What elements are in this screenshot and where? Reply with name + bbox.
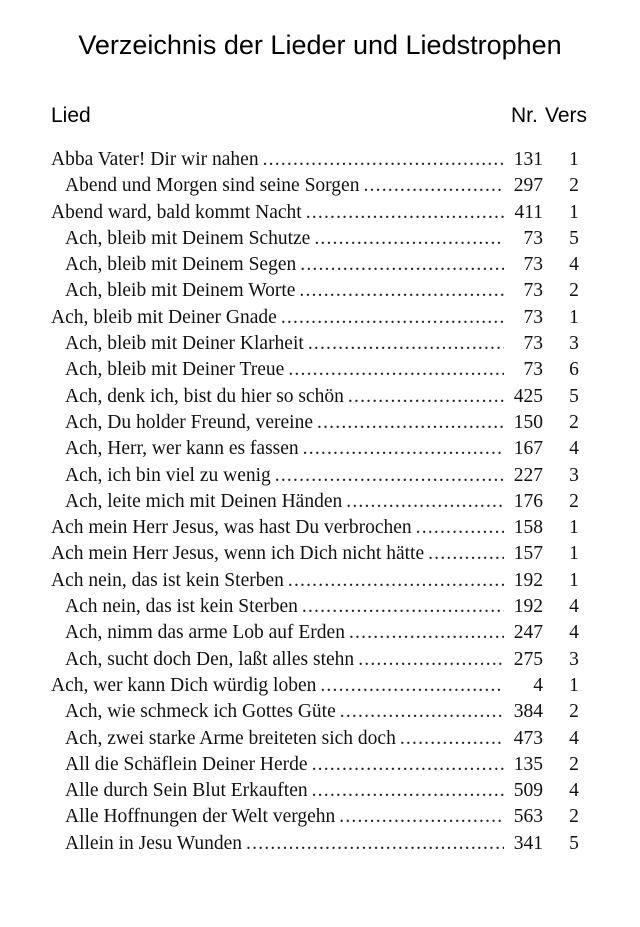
list-item <box>0 620 640 646</box>
verse-number: 3 <box>569 333 579 355</box>
list-item <box>0 831 640 857</box>
entry-title-with-leader <box>51 568 504 594</box>
verse-number: 2 <box>569 806 579 828</box>
song-number: 192 <box>513 596 543 618</box>
verse-number: 1 <box>569 569 579 591</box>
song-number: 73 <box>523 254 543 276</box>
list-item <box>0 410 640 436</box>
verse-number: 4 <box>569 438 579 460</box>
dot-leader <box>363 173 504 199</box>
verse-number: 3 <box>569 648 579 670</box>
list-item <box>0 200 640 226</box>
verse-number: 2 <box>569 701 579 723</box>
entry-title-with-leader <box>65 436 504 462</box>
list-item <box>0 357 640 383</box>
list-item <box>0 594 640 620</box>
song-title: Ach, sucht doch Den, laßt alles stehn <box>65 648 355 670</box>
dot-leader <box>416 515 504 541</box>
list-item <box>0 331 640 357</box>
song-number: 73 <box>523 280 543 302</box>
entry-title-with-leader <box>65 331 504 357</box>
song-title: Ach, bleib mit Deinem Schutze <box>65 227 311 249</box>
song-number: 4 <box>533 674 543 696</box>
song-number: 411 <box>514 201 543 223</box>
song-title: Ach, bleib mit Deiner Klarheit <box>65 333 304 355</box>
verse-number: 5 <box>569 832 579 854</box>
entry-title-with-leader <box>65 357 504 383</box>
entry-title-with-leader <box>65 726 504 752</box>
song-number: 563 <box>513 806 543 828</box>
dot-leader <box>317 410 504 436</box>
dot-leader <box>306 200 504 226</box>
list-item <box>0 436 640 462</box>
entry-title-with-leader <box>51 673 504 699</box>
dot-leader <box>299 278 504 304</box>
verse-number: 6 <box>569 359 579 381</box>
song-number: 73 <box>523 227 543 249</box>
song-number: 73 <box>523 359 543 381</box>
verse-number: 4 <box>569 727 579 749</box>
verse-number: 5 <box>569 227 579 249</box>
song-number: 73 <box>523 333 543 355</box>
dot-leader <box>263 147 504 173</box>
verse-number: 4 <box>569 254 579 276</box>
song-title: Ach, wer kann Dich würdig loben <box>51 674 317 696</box>
entry-title-with-leader <box>65 831 504 857</box>
song-title: Ach nein, das ist kein Sterben <box>51 569 284 591</box>
verse-number: 4 <box>569 596 579 618</box>
entry-title-with-leader <box>65 489 504 515</box>
dot-leader <box>303 436 504 462</box>
song-title: Abend und Morgen sind seine Sorgen <box>65 175 360 197</box>
list-item <box>0 489 640 515</box>
song-number: 341 <box>513 832 543 854</box>
column-header-lied: Lied <box>51 104 91 127</box>
verse-number: 1 <box>569 306 579 328</box>
song-title: Alle durch Sein Blut Erkauften <box>65 780 308 802</box>
list-item <box>0 515 640 541</box>
list-item <box>0 778 640 804</box>
list-item <box>0 647 640 673</box>
list-item <box>0 804 640 830</box>
entry-title-with-leader <box>51 200 504 226</box>
song-number: 275 <box>513 648 543 670</box>
list-item <box>0 278 640 304</box>
song-title: Ach, Du holder Freund, vereine <box>65 411 314 433</box>
dot-leader <box>428 541 504 567</box>
song-number: 509 <box>513 780 543 802</box>
dot-leader <box>400 726 504 752</box>
list-item <box>0 252 640 278</box>
dot-leader <box>288 357 504 383</box>
entry-title-with-leader <box>65 226 504 252</box>
song-number: 167 <box>513 438 543 460</box>
song-title: Ach, Herr, wer kann es fassen <box>65 438 299 460</box>
list-item <box>0 463 640 489</box>
verse-number: 1 <box>569 149 579 170</box>
page-title: Verzeichnis der Lieder und Liedstrophen <box>78 30 562 60</box>
dot-leader <box>348 384 504 410</box>
dot-leader <box>320 673 504 699</box>
song-title: Ach, zwei starke Arme breiteten sich doch <box>65 727 396 749</box>
song-title: Ach, bleib mit Deiner Gnade <box>51 306 277 328</box>
verse-number: 1 <box>569 201 579 223</box>
song-number: 425 <box>513 385 543 407</box>
song-number: 227 <box>513 464 543 486</box>
song-number: 135 <box>513 753 543 775</box>
dot-leader <box>275 463 504 489</box>
list-item <box>0 147 640 173</box>
song-number: 192 <box>513 569 543 591</box>
list-item <box>0 752 640 778</box>
song-title: All die Schäflein Deiner Herde <box>65 753 308 775</box>
list-item <box>0 305 640 331</box>
dot-leader <box>314 226 504 252</box>
entry-title-with-leader <box>65 647 504 673</box>
song-number: 158 <box>513 517 543 539</box>
entry-title-with-leader <box>65 463 504 489</box>
song-index-list <box>0 147 640 857</box>
song-title: Allein in Jesu Wunden <box>65 832 243 854</box>
entry-title-with-leader <box>65 278 504 304</box>
song-number: 297 <box>513 175 543 197</box>
song-title: Alle Hoffnungen der Welt vergehn <box>65 806 336 828</box>
song-title: Abba Vater! Dir wir nahen <box>51 149 259 170</box>
list-item <box>0 541 640 567</box>
dot-leader <box>340 699 504 725</box>
verse-number: 3 <box>569 464 579 486</box>
verse-number: 2 <box>569 490 579 512</box>
song-title: Ach, nimm das arme Lob auf Erden <box>65 622 345 644</box>
song-number: 247 <box>513 622 543 644</box>
entry-title-with-leader <box>65 252 504 278</box>
entry-title-with-leader <box>65 620 504 646</box>
dot-leader <box>349 620 504 646</box>
entry-title-with-leader <box>51 541 504 567</box>
list-item <box>0 226 640 252</box>
verse-number: 2 <box>569 411 579 433</box>
verse-number: 4 <box>569 622 579 644</box>
dot-leader <box>308 331 504 357</box>
entry-title-with-leader <box>51 147 504 173</box>
verse-number: 1 <box>569 543 579 565</box>
song-number: 157 <box>513 543 543 565</box>
song-title: Ach, bleib mit Deinem Worte <box>65 280 296 302</box>
list-item <box>0 726 640 752</box>
song-title: Ach mein Herr Jesus, wenn ich Dich nicht hätte <box>51 543 425 565</box>
entry-title-with-leader <box>65 752 504 778</box>
list-item <box>0 173 640 199</box>
column-header-nr: Nr. <box>511 104 538 127</box>
dot-leader <box>312 752 504 778</box>
dot-leader <box>288 568 504 594</box>
song-title: Ach, bleib mit Deiner Treue <box>65 359 285 381</box>
verse-number: 2 <box>569 175 579 197</box>
song-number: 473 <box>513 727 543 749</box>
song-title: Ach, ich bin viel zu wenig <box>65 464 271 486</box>
dot-leader <box>312 778 504 804</box>
song-number: 384 <box>513 701 543 723</box>
song-title: Ach mein Herr Jesus, was hast Du verbrochen <box>51 517 412 539</box>
song-title: Ach, bleib mit Deinem Segen <box>65 254 297 276</box>
verse-number: 5 <box>569 385 579 407</box>
dot-leader <box>339 804 504 830</box>
dot-leader <box>302 594 504 620</box>
verse-number: 2 <box>569 280 579 302</box>
list-item <box>0 568 640 594</box>
dot-leader <box>346 489 504 515</box>
verse-number: 2 <box>569 753 579 775</box>
entry-title-with-leader <box>65 410 504 436</box>
list-item <box>0 384 640 410</box>
list-item <box>0 699 640 725</box>
verse-number: 4 <box>569 780 579 802</box>
entry-title-with-leader <box>51 515 504 541</box>
song-number: 176 <box>513 490 543 512</box>
dot-leader <box>358 647 504 673</box>
song-title: Ach, denk ich, bist du hier so schön <box>65 385 344 407</box>
entry-title-with-leader <box>65 594 504 620</box>
entry-title-with-leader <box>65 699 504 725</box>
entry-title-with-leader <box>65 778 504 804</box>
song-title: Ach, wie schmeck ich Gottes Güte <box>65 701 336 723</box>
entry-title-with-leader <box>65 173 504 199</box>
song-title: Abend ward, bald kommt Nacht <box>51 201 302 223</box>
song-title: Ach nein, das ist kein Sterben <box>65 596 298 618</box>
song-title: Ach, leite mich mit Deinen Händen <box>65 490 343 512</box>
column-header-vers: Vers <box>545 104 588 127</box>
song-number: 131 <box>513 149 543 170</box>
entry-title-with-leader <box>65 804 504 830</box>
song-number: 150 <box>513 411 543 433</box>
verse-number: 1 <box>569 517 579 539</box>
song-number: 73 <box>523 306 543 328</box>
entry-title-with-leader <box>51 305 504 331</box>
dot-leader <box>281 305 504 331</box>
entry-title-with-leader <box>65 384 504 410</box>
verse-number: 1 <box>569 674 579 696</box>
dot-leader <box>246 831 504 857</box>
dot-leader <box>300 252 504 278</box>
list-item <box>0 673 640 699</box>
